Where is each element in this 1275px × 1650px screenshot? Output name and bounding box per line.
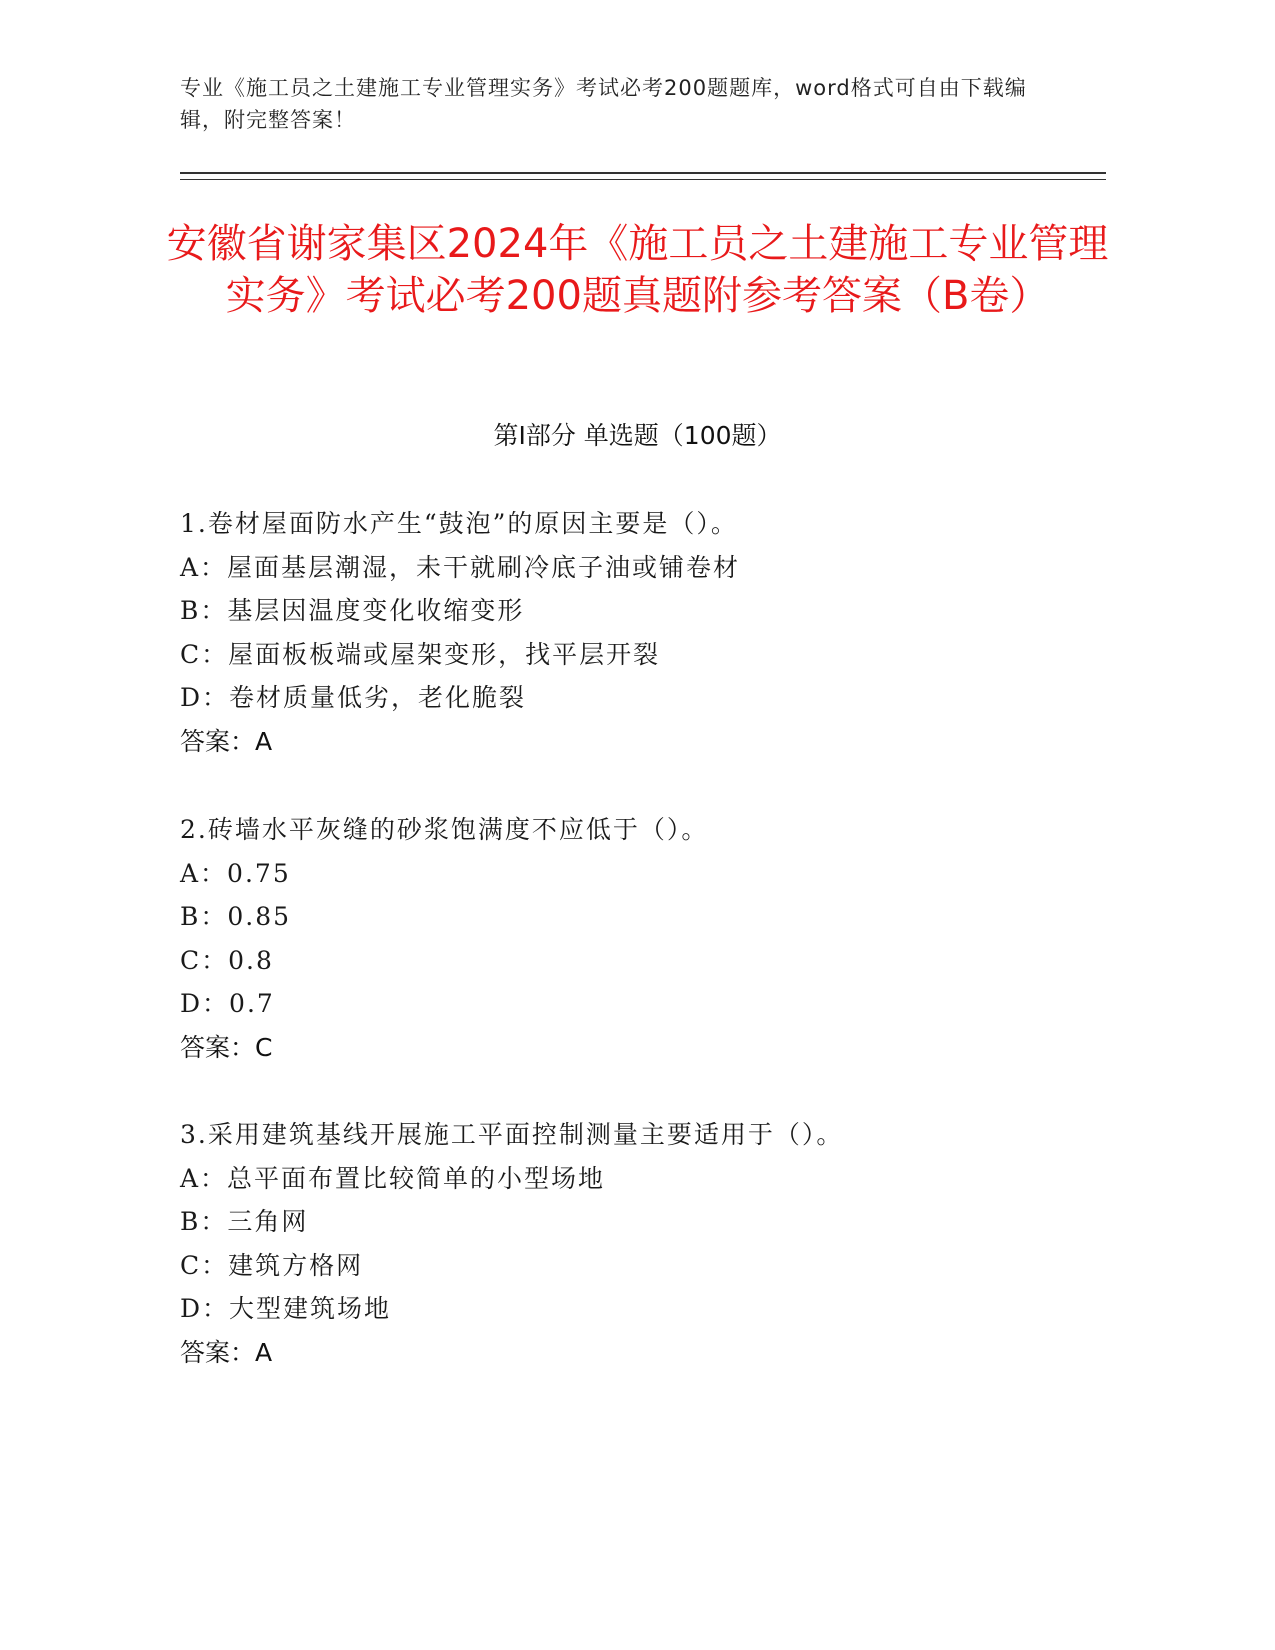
option-c: C：屋面板板端或屋架变形，找平层开裂 [180, 639, 661, 669]
question-stem: 2.砖墙水平灰缝的砂浆饱满度不应低于（）。 [180, 815, 709, 844]
option-b: B：基层因温度变化收缩变形 [180, 596, 525, 626]
option-a: A：0.75 [180, 858, 291, 888]
option-b: B：三角网 [180, 1207, 309, 1237]
question-1 [180, 502, 1120, 764]
question-stem: 3.采用建筑基线开展施工平面控制测量主要适用于（）。 [180, 1120, 844, 1149]
section-title: 第I部分 单选题（100题） [493, 421, 782, 450]
question-3 [180, 1113, 1120, 1375]
option-c: C：建筑方格网 [180, 1250, 364, 1280]
header-divider-top [180, 172, 1106, 174]
option-c: C：0.8 [180, 945, 274, 975]
answer-line: 答案：A [180, 1337, 273, 1367]
option-d: D：0.7 [180, 989, 275, 1019]
question-2 [180, 808, 1120, 1070]
header-divider-bottom [180, 179, 1106, 180]
document-title: 安徽省谢家集区2024年《施工员之土建施工专业管理实务》考试必考200题真题附参考答案（B卷） [166, 221, 1109, 319]
question-stem: 1.卷材屋面防水产生“鼓泡”的原因主要是（）。 [180, 509, 738, 538]
option-a: A：屋面基层潮湿，未干就刷冷底子油或铺卷材 [180, 552, 741, 582]
option-b: B：0.85 [180, 902, 292, 932]
answer-line: 答案：A [180, 726, 273, 756]
answer-line: 答案：C [180, 1032, 273, 1062]
option-d: D：卷材质量低劣，老化脆裂 [180, 683, 527, 713]
header-note: 专业《施工员之土建施工专业管理实务》考试必考200题题库，word格式可自由下载编辑，附完整答案！ [180, 76, 1027, 132]
option-a: A：总平面布置比较简单的小型场地 [180, 1163, 606, 1193]
option-d: D：大型建筑场地 [180, 1294, 392, 1324]
